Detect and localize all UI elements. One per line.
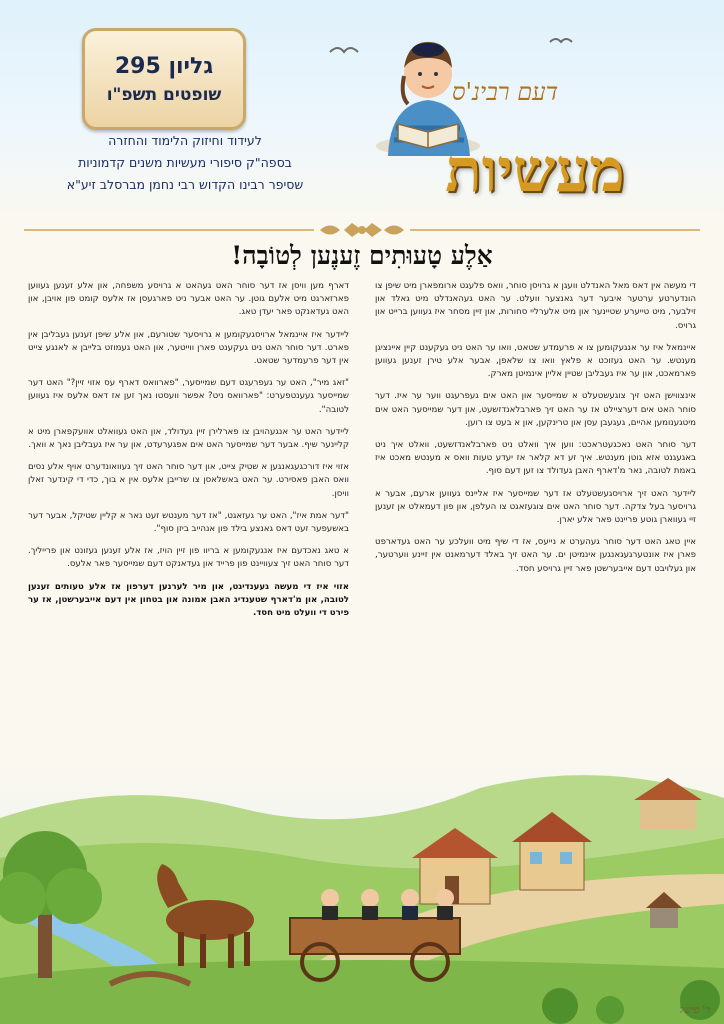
- article-column-left: [28, 280, 349, 735]
- issue-number: גליון 295: [114, 53, 214, 79]
- paragraph: ליידער האט זיך ארויסגעשטעלט אז דער שמייסער איז אליינס געווען ארעם, אבער א גרויסער בעל צדקה. דער סוחר האט אים צוגעזאגט צו העלפן, און פון דעמאלט אן זענען זיי געווארן גוטע פריינט פאר אלע יארן.: [375, 488, 696, 526]
- masthead: [360, 28, 710, 213]
- masthead-title: מעשיות: [445, 136, 625, 206]
- paragraph: "דער אמת איז", האט ער געזאגט, "אז דער מענטש זעט נאר א קליין שטיקל, אבער דער באשעפער זעט דאס גאנצע בילד פון אנהייב ביזן סוף".: [28, 510, 349, 535]
- article-headline: אַלֶע טָעוּתִים זֶענֶען לְטוֹבָה!: [231, 241, 493, 270]
- paragraph: א טאג נאכדעם איז אנגעקומען א בריוו פון זיין הויז, אז אלע זענען געזונט און פרייליך. דער סוחר האט זיך צעוויינט פון פרייד און געדאנקט דעם שמייסער פאר אלעס.: [28, 546, 349, 570]
- artist-credit: ר' פישל: [679, 1005, 710, 1016]
- article-column-right: [375, 280, 696, 735]
- header: [0, 0, 724, 230]
- issue-badge: [82, 28, 246, 130]
- paragraph: ליידער האט ער אנגעהויבן צו פארלירן זיין געדולד, און האט געוואלט אוועקפארן מיט א קליינער שיף. אבער דער שמייסער האט אים אפגערעדט, און ער איז געבליבן נאך א וואך.: [28, 426, 349, 451]
- paragraph: אזוי איז דורכגעגאנגען א שטיק צייט, און דער סוחר האט זיך געוואונדערט אויף אלע נסים וואס האבן פאסירט. ער האט באשלאסן צו שרייבן אלעס אין א בוך, כדי די קינדער זאלן וויסן.: [28, 462, 349, 499]
- paragraph: ליידער איז איינמאל ארויסגעקומען א גרויסער שטורעם, און אלע שיפן זענען געבליבן אין פארט. דער סוחר האט ניט געקענט פארן ווייטער, און האט געמוזט בלייבן א לאנגע צייט אין דער פרעמדער שטאט.: [28, 329, 349, 367]
- paragraph: איינמאל איז ער אנגעקומען צו א פרעמדע שטאט, וואו ער האט ניט געקענט קיין איינציגן מענטש. ער האט געזוכט א פלאץ וואו צו שלאפן, אבער אלע טירן זענען געווען פארמאכט, און ער איז געבליבן שטיין אליין אינמיטן מארק.: [375, 342, 696, 380]
- paragraph: "זאג מיר", האט ער געפרעגט דעם שמייסער, "פארוואס דארף עס אזוי זיין?" האט דער שמייסער געענטפערט: "פארוואס ניט? אפשר וועסטו נאך זען אז דאס אלעס איז געווען לטובה".: [28, 378, 349, 415]
- paragraph: אינצווישן האט זיך צוגעשטעלט א שמייסער און האט אים געפרעגט ווער ער איז. דער סוחר האט אים דערציילט אז ער האט זיך פארבלאנדזשעט, און דער שמייסער האט אים מיטגענומען אהיים, געגעבן עסן און טרינקען, און א בעט צו רוען.: [375, 391, 696, 428]
- article-columns: [28, 280, 696, 735]
- subtitle: [30, 130, 340, 196]
- masthead-script: דעם רבינ'ס: [451, 78, 559, 106]
- closing-paragraph: אזוי איז די מעשה געענדיגט, און מיר לערנען דערפון אז אלע טעותים זענען לטובה, און מ'דארף שטענדיג האבן אמונה און בטחון אין דעם אייבערשטן, אז ער פירט די וועלט מיט חסד.: [28, 581, 349, 619]
- paragraph: דארף מען וויסן אז דער סוחר האט געהאט א גרויסע משפחה, און אלע זענען געווען פארזארגט מיט אלעם גוטן. ער האט אבער ניט פארגעסן אז אלעס קומט פון אויבן, און האט געדאנקט פאר יעדן טאג.: [28, 281, 349, 318]
- subtitle-line: לעידוד וחיזוק הלימוד והחזרה: [108, 133, 262, 148]
- subtitle-line: בספה"ק סיפורי מעשיות משנים קדמוניות: [78, 155, 292, 170]
- issue-parsha: שופטים תשפ"ו: [106, 84, 222, 105]
- paragraph: דער סוחר האט נאכגעטראכט: ווען איך וואלט ניט פארבלאנדזשעט, וואלט איך ניט באגעגנט אזא גוטן מענטש. איך זע דא קלאר אז יעדע טעות וואס א מענטש מאכט איז באמת לטובה, נאר מ'דארף האבן געדולד צו זען דעם סוף.: [375, 440, 696, 477]
- village-landscape-illustration: [0, 748, 724, 1024]
- subtitle-line: שסיפר רבינו הקדוש רבי נחמן מברסלב זיע"א: [66, 177, 304, 192]
- paragraph: איין טאג האט דער סוחר געהערט א נייעס, אז די שיף מיט וועלכע ער האט געדארפט פארן איז אונטערגעגאנגען אינמיטן ים. ער האט זיך באלד דערמאנט אין זיינע ווערטער, און געלויבט דעם אייבערשטן פאר זיין גרויסע חסד.: [375, 537, 696, 574]
- paragraph: די מעשה אין דאס מאל האנדלט וועגן א גרויסן סוחר, וואס פלעגט ארומפארן מיט שיפן צו הונדערטע ערטער איבער דער גאנצער וועלט. ער האט געהאנדלט מיט גאלד און זילבער, מיט טייערע שטיינער און מיט אלערליי סחורות, און זיין מסחר איז געווען ברייט און גרויס.: [375, 281, 696, 331]
